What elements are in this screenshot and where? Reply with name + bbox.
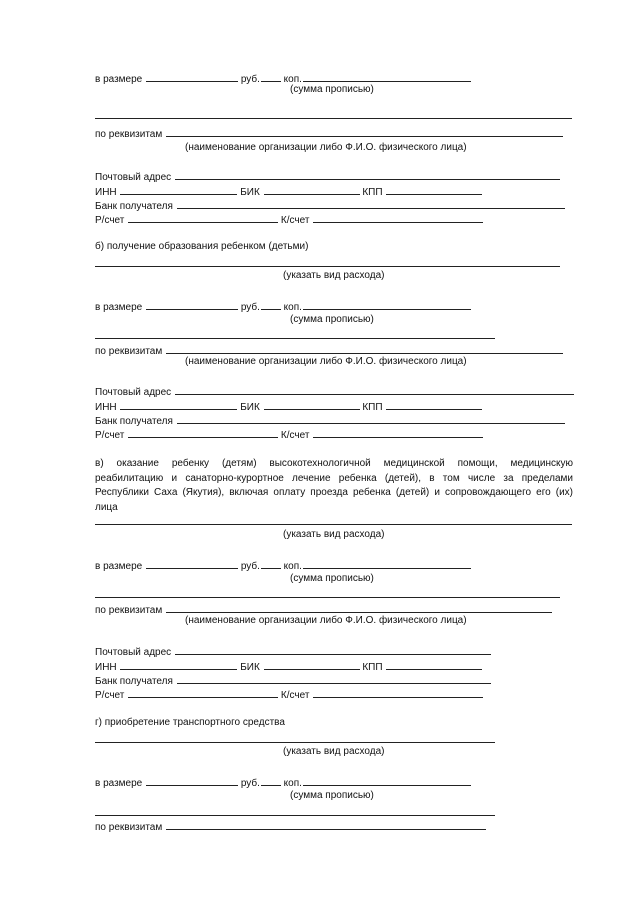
- account-field[interactable]: [128, 428, 278, 438]
- amount-words-continuation[interactable]: [95, 597, 560, 598]
- section-b-title: б) получение образования ребенком (детьми): [95, 241, 309, 252]
- amount-rub-field[interactable]: [146, 300, 238, 310]
- amount-caption: (сумма прописью): [290, 314, 374, 325]
- kpp-field[interactable]: [386, 400, 482, 410]
- bik-label: БИК: [240, 402, 260, 413]
- kpp-label: КПП: [362, 402, 383, 413]
- amount-kop-field[interactable]: [261, 776, 281, 786]
- postal-row: [95, 170, 560, 184]
- postal-label: Почтовый адрес: [95, 172, 172, 183]
- inn-row: [95, 660, 482, 674]
- kop-label: коп.: [283, 561, 302, 572]
- amount-label: в размере: [95, 74, 143, 85]
- amount-words-continuation[interactable]: [95, 815, 495, 816]
- kpp-label: КПП: [362, 662, 383, 673]
- amount-caption: (сумма прописью): [290, 573, 374, 584]
- postal-field[interactable]: [175, 385, 574, 395]
- account-field[interactable]: [128, 213, 278, 223]
- postal-row: [95, 645, 491, 659]
- postal-row: [95, 385, 574, 399]
- amount-label: в размере: [95, 778, 143, 789]
- amount-words-field[interactable]: [303, 559, 471, 569]
- details-label: по реквизитам: [95, 822, 163, 833]
- account-field[interactable]: [128, 688, 278, 698]
- rub-label: руб.: [240, 778, 260, 789]
- inn-field[interactable]: [120, 660, 237, 670]
- bik-field[interactable]: [264, 660, 360, 670]
- details-field[interactable]: [166, 344, 563, 354]
- details-field[interactable]: [166, 603, 552, 613]
- amount-kop-field[interactable]: [261, 559, 281, 569]
- corr-field[interactable]: [313, 428, 483, 438]
- details-caption: (наименование организации либо Ф.И.О. физического лица): [185, 356, 467, 367]
- amount-rub-field[interactable]: [146, 72, 238, 82]
- details-caption: (наименование организации либо Ф.И.О. физического лица): [185, 142, 467, 153]
- kpp-label: КПП: [362, 187, 383, 198]
- expense-g-field[interactable]: [95, 742, 495, 743]
- inn-field[interactable]: [120, 185, 237, 195]
- corr-field[interactable]: [313, 213, 483, 223]
- amount-label: в размере: [95, 561, 143, 572]
- amount-rub-field[interactable]: [146, 776, 238, 786]
- inn-label: ИНН: [95, 402, 117, 413]
- inn-field[interactable]: [120, 400, 237, 410]
- amount-row: [95, 776, 471, 790]
- account-label: Р/счет: [95, 215, 125, 226]
- kop-label: коп.: [283, 74, 302, 85]
- details-label: по реквизитам: [95, 346, 163, 357]
- section-g-title: г) приобретение транспортного средства: [95, 717, 285, 728]
- corr-label: К/счет: [280, 690, 310, 701]
- inn-label: ИНН: [95, 187, 117, 198]
- bank-label: Банк получателя: [95, 201, 173, 212]
- rub-label: руб.: [240, 74, 260, 85]
- bank-row: [95, 199, 565, 213]
- bank-label: Банк получателя: [95, 676, 173, 687]
- inn-label: ИНН: [95, 662, 117, 673]
- bank-field[interactable]: [177, 414, 565, 424]
- bank-row: [95, 674, 491, 688]
- kop-label: коп.: [283, 778, 302, 789]
- corr-label: К/счет: [280, 430, 310, 441]
- kop-label: коп.: [283, 302, 302, 313]
- amount-words-continuation[interactable]: [95, 118, 572, 119]
- amount-row: [95, 300, 471, 314]
- bik-field[interactable]: [264, 400, 360, 410]
- amount-row: [95, 559, 471, 573]
- details-field[interactable]: [166, 820, 486, 830]
- amount-caption: (сумма прописью): [290, 790, 374, 801]
- expense-b-caption: (указать вид расхода): [283, 270, 385, 281]
- expense-v-caption: (указать вид расхода): [283, 529, 385, 540]
- bank-field[interactable]: [177, 674, 491, 684]
- amount-words-continuation[interactable]: [95, 338, 495, 339]
- kpp-field[interactable]: [386, 185, 482, 195]
- amount-kop-field[interactable]: [261, 300, 281, 310]
- account-row: [95, 428, 483, 442]
- bank-field[interactable]: [177, 199, 565, 209]
- details-field[interactable]: [166, 127, 563, 137]
- corr-label: К/счет: [280, 215, 310, 226]
- amount-kop-field[interactable]: [261, 72, 281, 82]
- account-row: [95, 213, 483, 227]
- expense-g-caption: (указать вид расхода): [283, 746, 385, 757]
- details-row: [95, 127, 563, 141]
- expense-v-field[interactable]: [95, 524, 572, 525]
- section-v-title: в) оказание ребенку (детям) высокотехнологичной медицинской помощи, медицинскую реабилитацию и санаторно-курортное лечение ребенка (детей), в том числе за пределами Республики Саха (Якутия), включая оплату проезда ребенка (детей) и сопровождающего его (их) лица: [95, 458, 573, 513]
- inn-row: [95, 400, 482, 414]
- amount-caption: (сумма прописью): [290, 84, 374, 95]
- bank-row: [95, 414, 565, 428]
- inn-row: [95, 185, 482, 199]
- bik-field[interactable]: [264, 185, 360, 195]
- rub-label: руб.: [240, 302, 260, 313]
- postal-label: Почтовый адрес: [95, 387, 172, 398]
- bik-label: БИК: [240, 187, 260, 198]
- postal-field[interactable]: [175, 645, 491, 655]
- kpp-field[interactable]: [386, 660, 482, 670]
- account-row: [95, 688, 483, 702]
- amount-label: в размере: [95, 302, 143, 313]
- rub-label: руб.: [240, 561, 260, 572]
- details-row: [95, 820, 486, 834]
- details-label: по реквизитам: [95, 605, 163, 616]
- account-label: Р/счет: [95, 430, 125, 441]
- amount-words-field[interactable]: [303, 300, 471, 310]
- amount-rub-field[interactable]: [146, 559, 238, 569]
- postal-field[interactable]: [175, 170, 560, 180]
- corr-field[interactable]: [313, 688, 483, 698]
- amount-words-field[interactable]: [303, 72, 471, 82]
- bank-label: Банк получателя: [95, 416, 173, 427]
- details-label: по реквизитам: [95, 129, 163, 140]
- expense-b-field[interactable]: [95, 266, 560, 267]
- amount-words-field[interactable]: [303, 776, 471, 786]
- details-caption: (наименование организации либо Ф.И.О. физического лица): [185, 615, 467, 626]
- account-label: Р/счет: [95, 690, 125, 701]
- postal-label: Почтовый адрес: [95, 647, 172, 658]
- bik-label: БИК: [240, 662, 260, 673]
- amount-row: [95, 72, 471, 86]
